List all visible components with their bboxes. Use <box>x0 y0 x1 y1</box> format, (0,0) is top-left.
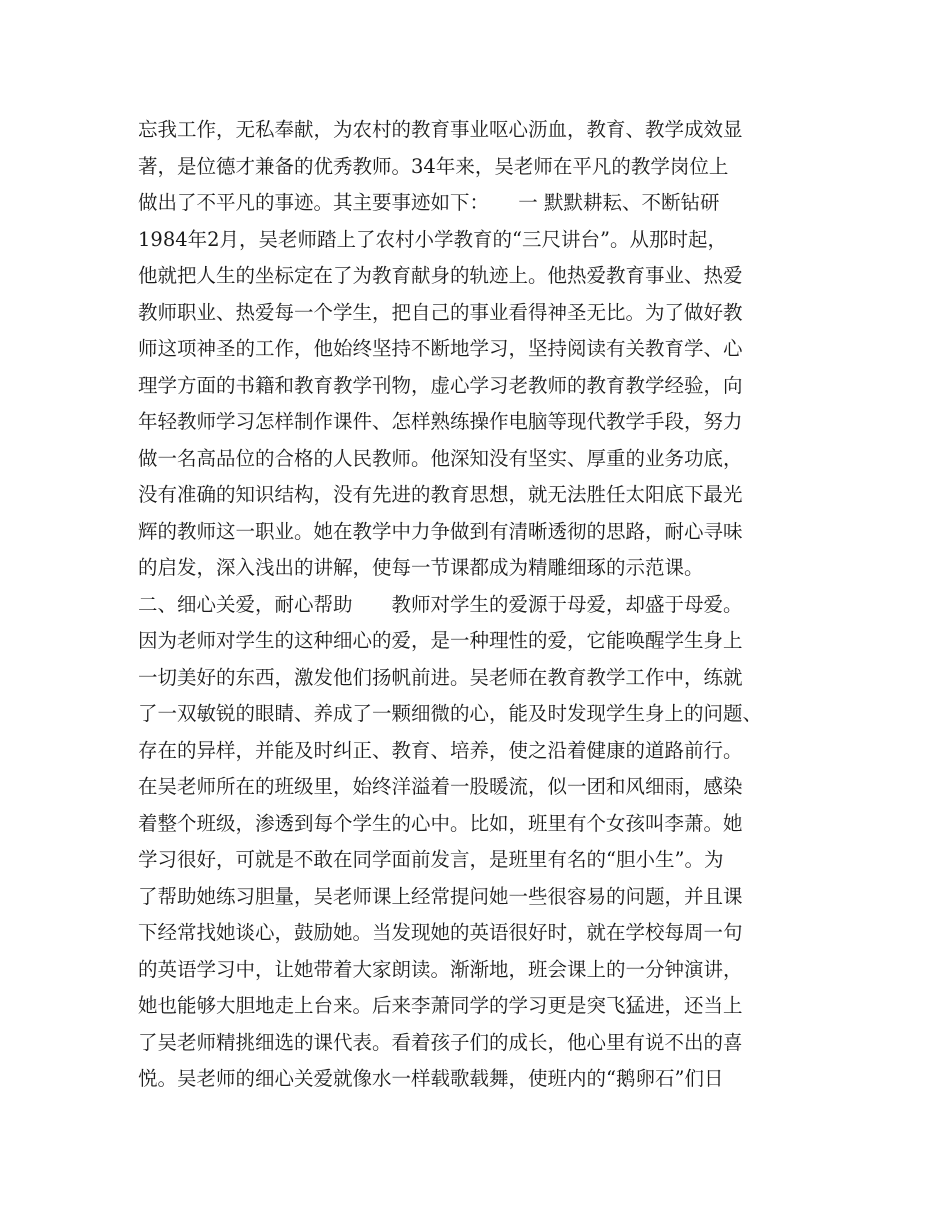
text-line: 了帮助她练习胆量，吴老师课上经常提问她一些很容易的问题，并且课 <box>138 884 743 908</box>
text-line: 辉的教师这一职业。她在教学中力争做到有清晰透彻的思路，耐心寻味 <box>138 519 743 543</box>
text-line: 一切美好的东西，激发他们扬帆前进。吴老师在教育教学工作中，练就 <box>138 665 743 689</box>
text-line: 师这项神圣的工作，他始终坚持不断地学习，坚持阅读有关教育学、心 <box>138 337 743 360</box>
text-line: 教师职业、热爱每一个学生，把自己的事业看得神圣无比。为了做好教 <box>138 300 743 324</box>
text-line: 做一名高品位的合格的人民教师。他深知没有坚实、厚重的业务功底， <box>138 446 743 470</box>
text-line: 了吴老师精挑细选的课代表。看着孩子们的成长，他心里有说不出的喜 <box>138 1030 743 1054</box>
section-heading-line: 二、细心关爱，耐心帮助 教师对学生的爱源于母爱，却盛于母爱。 <box>138 592 743 616</box>
text-line: 1984年2月，吴老师踏上了农村小学教育的“三尺讲台”。从那时起， <box>138 227 727 251</box>
text-line: 学习很好，可就是不敢在同学面前发言，是班里有名的“胆小生”。为 <box>138 848 724 871</box>
text-line: 在吴老师所在的班级里，始终洋溢着一股暖流，似一团和风细雨，感染 <box>138 775 743 798</box>
text-line: 悦。吴老师的细心关爱就像水一样载歌载舞，使班内的“鹅卵石”们日 <box>138 1067 724 1090</box>
text-line: 着整个班级，渗透到每个学生的心中。比如，班里有个女孩叫李萧。她 <box>138 811 743 835</box>
text-line: 理学方面的书籍和教育教学刊物，虚心学习老教师的教育教学经验，向 <box>138 373 743 397</box>
text-line: 著，是位德才兼备的优秀教师。34年来，吴老师在平凡的教学岗位上 <box>138 154 729 178</box>
text-line: 的英语学习中，让她带着大家朗读。渐渐地，班会课上的一分钟演讲， <box>138 957 743 981</box>
text-line: 因为老师对学生的这种细心的爱，是一种理性的爱，它能唤醒学生身上 <box>138 629 743 652</box>
text-line: 了一双敏锐的眼睛、养成了一颗细微的心，能及时发现学生身上的问题、 <box>138 702 763 725</box>
text-line: 下经常找她谈心，鼓励她。当发现她的英语很好时，就在学校每周一句 <box>138 921 743 944</box>
text-line: 做出了不平凡的事迹。其主要事迹如下： 一 默默耕耘、不断钻研 <box>138 191 720 214</box>
text-line: 的启发，深入浅出的讲解，使每一节课都成为精雕细琢的示范课。 <box>138 556 704 579</box>
text-line: 他就把人生的坐标定在了为教育献身的轨迹上。他热爱教育事业、热爱 <box>138 264 743 287</box>
text-line: 忘我工作，无私奉献，为农村的教育事业呕心沥血，教育、教学成效显 <box>138 118 743 141</box>
body-text <box>138 112 828 1098</box>
text-line: 她也能够大胆地走上台来。后来李萧同学的学习更是突飞猛进，还当上 <box>138 994 743 1017</box>
text-line: 存在的异样，并能及时纠正、教育、培养，使之沿着健康的道路前行。 <box>138 738 743 762</box>
text-line: 年轻教师学习怎样制作课件、怎样熟练操作电脑等现代教学手段，努力 <box>138 410 743 433</box>
text-line: 没有准确的知识结构，没有先进的教育思想，就无法胜任太阳底下最光 <box>138 483 743 506</box>
